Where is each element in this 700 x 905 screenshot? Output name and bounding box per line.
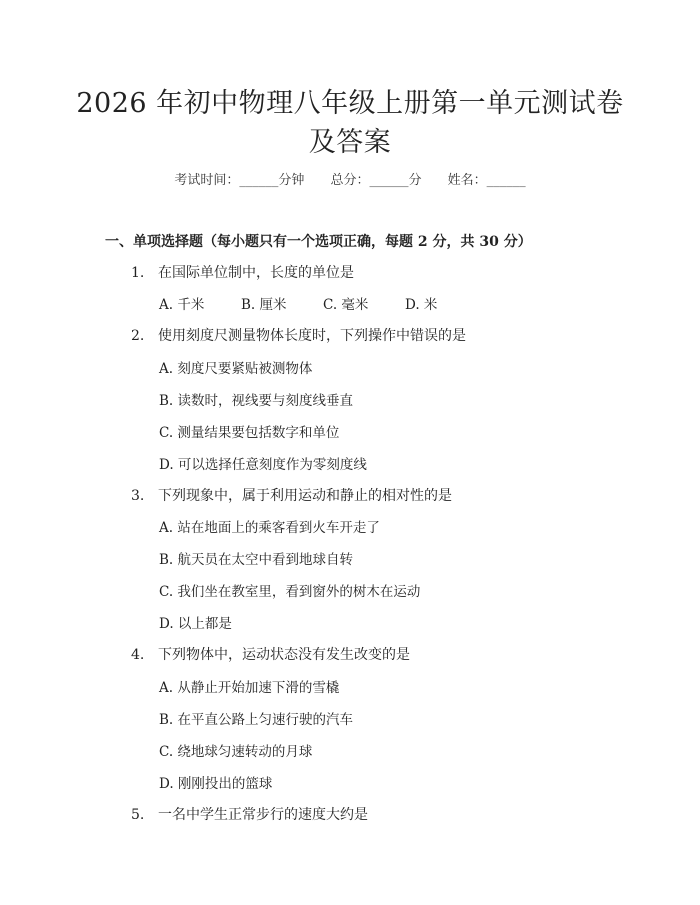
option-a: A. 千米 (159, 297, 205, 313)
question-text: 一名中学生正常步行的速度大约是 (158, 807, 368, 823)
option-c: C. 绕地球匀速转动的月球 (159, 744, 313, 760)
student-name: 姓名：______ (447, 173, 526, 188)
question-1-options (159, 293, 487, 313)
exam-time: 考试时间：______分钟 (174, 173, 305, 188)
question-1 (131, 262, 354, 282)
question-text: 在国际单位制中，长度的单位是 (158, 265, 354, 281)
section-heading: 一、单项选择题（每小题只有一个选项正确，每题 2 分，共 30 分） (105, 234, 532, 250)
question-number: 1. (131, 265, 145, 281)
question-number: 4. (131, 647, 145, 663)
option-b: B. 在平直公路上匀速行驶的汽车 (159, 712, 354, 728)
option-b: B. 航天员在太空中看到地球自转 (159, 552, 354, 568)
option-c: C. 我们坐在教室里，看到窗外的树木在运动 (159, 584, 421, 600)
document-title-line1: 2026 年初中物理八年级上册第一单元测试卷 (76, 88, 624, 119)
question-5 (131, 804, 368, 824)
option-a: A. 刻度尺要紧贴被测物体 (159, 361, 313, 377)
option-b: B. 厘米 (241, 297, 287, 313)
option-a: A. 从静止开始加速下滑的雪橇 (159, 680, 340, 696)
option-c: C. 测量结果要包括数字和单位 (159, 425, 340, 441)
question-text: 下列现象中，属于利用运动和静止的相对性的是 (158, 488, 452, 504)
option-b: B. 读数时，视线要与刻度线垂直 (159, 393, 354, 409)
question-4 (131, 644, 410, 664)
option-a: A. 站在地面上的乘客看到火车开走了 (159, 520, 380, 536)
question-text: 下列物体中，运动状态没有发生改变的是 (158, 647, 410, 663)
question-number: 5. (131, 807, 145, 823)
exam-meta (0, 169, 700, 188)
document-title-line2: 及答案 (308, 127, 392, 158)
option-d: D. 米 (405, 297, 438, 313)
question-2 (131, 325, 466, 345)
question-text: 使用刻度尺测量物体长度时，下列操作中错误的是 (158, 328, 466, 344)
option-d: D. 刚刚投出的篮球 (159, 776, 273, 792)
question-number: 2. (131, 328, 145, 344)
question-3 (131, 485, 452, 505)
exam-score: 总分：______分 (330, 173, 422, 188)
option-d: D. 可以选择任意刻度作为零刻度线 (159, 457, 367, 473)
option-d: D. 以上都是 (159, 616, 232, 632)
option-c: C. 毫米 (323, 297, 369, 313)
question-number: 3. (131, 488, 145, 504)
